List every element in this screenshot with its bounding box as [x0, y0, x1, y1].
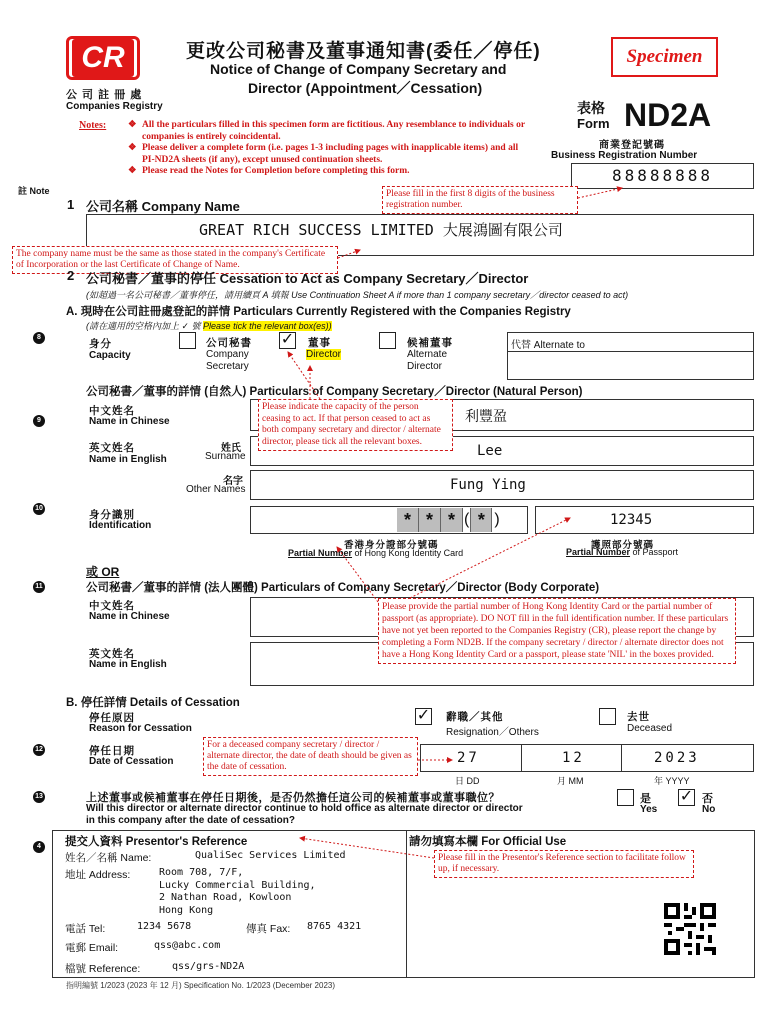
cr-logo-text: CR [72, 39, 134, 77]
hkid-mask-2: * [419, 508, 441, 532]
marker-4: 4 [33, 841, 45, 853]
marker-13: 13 [33, 791, 45, 803]
note-item: ❖ Please read the Notes for Completion before completing this form. [128, 166, 410, 176]
note-item: ❖ Please deliver a complete form (i.e. pages 1-3 including pages with inapplicable items) and all PI-ND2A sheets (if any), except unused continuation sheets. [128, 143, 519, 165]
month-value: 12 [562, 750, 585, 766]
other-names-label-zh: 名字 [223, 476, 243, 487]
yyyy-label: 年 YYYY [654, 776, 690, 786]
mm-label: 月 MM [557, 776, 584, 786]
yes-label-en: Yes [640, 804, 658, 815]
official-use-title: 請勿填寫本欄 For Official Use [409, 836, 567, 848]
marker-11: 11 [33, 581, 45, 593]
specimen-stamp: Specimen [611, 37, 718, 77]
note-item: ❖ All the particulars filled in this specimen form are fictitious. Any resemblance to individuals or companies is entirely coincidental. [128, 120, 525, 142]
company-name-value: GREAT RICH SUCCESS LIMITED 大展鴻圖有限公司 [199, 221, 563, 239]
presentor-name-label: 姓名／名稱 Name: [65, 852, 152, 864]
hkid-paren-right: ) [494, 511, 500, 528]
brn-field[interactable]: 88888888 [571, 163, 754, 189]
secretary-label-zh: 公司秘書 [206, 337, 252, 349]
presentor-tel-value: 1234 5678 [137, 921, 192, 932]
presentor-annotation: Please fill in the Presentor's Reference section to facilitate follow up, if necessary. [434, 850, 694, 878]
capacity-label-en: Capacity [89, 350, 131, 361]
presentor-title: 提交人資料 Presentor's Reference [65, 836, 248, 848]
brn-label-zh: 商業登記號碼 [599, 140, 665, 151]
hkid-paren-left: ( [464, 511, 470, 528]
corporate-title: 公司秘書／董事的詳情 (法人團體) Particulars of Company Secretary／Director (Body Corporate) [86, 582, 600, 594]
address-line: Hong Kong [159, 904, 214, 916]
section1-title: 公司名稱 Company Name [86, 199, 240, 214]
or-label: 或 OR [86, 565, 120, 579]
brn-label-en: Business Registration Number [551, 150, 698, 161]
name-cn-value: 利豐盈 [465, 408, 507, 424]
name-cn-label-en: Name in Chinese [89, 416, 170, 427]
title-en-2: Director (Appointment／Cessation) [248, 80, 483, 96]
notes-heading: Notes: [79, 120, 107, 131]
corp-name-en-label-en: Name in English [89, 659, 167, 670]
passport-value: 12345 [610, 512, 653, 528]
presentor-email-value: qss@abc.com [154, 940, 221, 951]
reason-label-en: Reason for Cessation [89, 723, 192, 734]
marker-9: 9 [33, 415, 45, 427]
day-value: 27 [457, 750, 480, 766]
section1-num: 1 [67, 197, 75, 212]
side-note: 註 Note [18, 186, 50, 196]
secretary-label-en-2: Secretary [206, 361, 249, 372]
alternate-label-en-2: Director [407, 361, 443, 372]
presentor-fax-value: 8765 4321 [307, 921, 362, 932]
passport-label-en: Partial Number of Passport [566, 547, 679, 557]
section-a-hint: (請在適用的空格內加上 ✓ 號 Please tick the relevant box(es)) [86, 321, 332, 331]
yes-label-zh: 是 [640, 793, 651, 805]
hkid-mask-1: * [397, 508, 419, 532]
alternate-label-zh: 候補董事 [407, 337, 453, 349]
resignation-checkbox[interactable]: ✓ [416, 707, 431, 724]
presentor-email-label: 電郵 Email: [65, 942, 119, 954]
section2-subtitle: (如超過一名公司秘書／董事停任，請用續頁 A 填報 Use Continuation Sheet A if more than 1 company secretary／director ceased to act) [86, 290, 629, 300]
presentor-tel-label: 電話 Tel: [65, 923, 106, 935]
resignation-label-zh: 辭職／其他 [446, 711, 504, 723]
continue-question-en-1: Will this director or alternate director continue to hold office as alternate director or director [86, 803, 523, 814]
surname-label-en: Surname [205, 451, 246, 462]
corp-name-cn-label-zh: 中文姓名 [89, 600, 135, 612]
passport-label-zh: 護照部分號碼 [591, 540, 655, 551]
company-name-annotation: The company name must be the same as those stated in the company's Certificate of Incorporation or the last Certificate of Change of Name. [12, 246, 338, 274]
capacity-label-zh: 身分 [89, 338, 112, 350]
no-label-zh: 否 [702, 793, 713, 805]
id-label-en: Identification [89, 520, 152, 531]
name-cn-label-zh: 中文姓名 [89, 405, 135, 417]
corp-name-en-label-zh: 英文姓名 [89, 648, 135, 660]
date-label-en: Date of Cessation [89, 756, 174, 767]
presentor-address-label: 地址 Address: [65, 869, 131, 881]
alternate-to-label: 代替 Alternate to [511, 340, 585, 351]
other-names-value: Fung Ying [450, 477, 526, 493]
title-en-1: Notice of Change of Company Secretary and [210, 61, 507, 77]
hkid-mask-3: * [441, 508, 463, 532]
director-label-en: Director [306, 349, 342, 360]
resignation-label-en: Resignation／Others [446, 727, 539, 738]
form-label-en: Form [577, 116, 610, 131]
dd-label: 日 DD [455, 776, 480, 786]
hkid-mask-check: * [470, 508, 492, 532]
partial-number-annotation: Please provide the partial number of Hong Kong Identity Card or the partial number of passport (as appropriate). DO NOT fill in the full identification number. If these particulars have not yet been reported to the Companies Registry (CR), please report the change by completing a Form ND2B. If the company secretary / director / alternate director does not have a Hong Kong Identity Card or a passport, please state 'NIL' in the boxes provided. [378, 598, 736, 664]
continue-question-zh: 上述董事或候補董事在停任日期後，是否仍然擔任這公司的候補董事或董事職位？ [86, 792, 500, 804]
capacity-annotation: Please indicate the capacity of the person ceasing to act. If that person ceased to act as both company secretary and director / alternate director, please tick all the relevant boxes. [258, 399, 453, 451]
surname-label-zh: 姓氏 [221, 443, 241, 454]
section-b-title: B. 停任詳情 Details of Cessation [66, 697, 240, 709]
hkid-label-zh: 香港身分證部分號碼 [344, 540, 439, 551]
title-zh: 更改公司秘書及董事通知書(委任／停任) [186, 41, 541, 62]
presentor-ref-value: qss/grs-ND2A [172, 961, 245, 972]
footer-spec: 指明編號 1/2023 (2023 年 12 月) Specification No. 1/2023 (December 2023) [66, 981, 336, 990]
name-en-label-en: Name in English [89, 454, 167, 465]
section-a-title: A. 現時在公司註冊處登記的詳情 Particulars Currently Registered with the Companies Registry [66, 306, 571, 318]
deceased-annotation: For a deceased company secretary / director / alternate director, the date of death should be given as the date of cessation. [203, 737, 418, 776]
continue-question-en-2: in this company after the date of cessation? [86, 815, 295, 826]
director-checkbox[interactable]: ✓ [280, 331, 295, 348]
year-value: 2023 [654, 750, 700, 766]
presentor-ref-label: 檔號 Reference: [65, 963, 141, 975]
hkid-label-en: Partial Number of Hong Kong Identity Card [288, 548, 464, 558]
form-code: ND2A [624, 97, 712, 133]
registry-en: Companies Registry [66, 101, 163, 112]
address-line: Lucky Commercial Building, [159, 879, 316, 891]
deceased-label-en: Deceased [627, 723, 673, 734]
form-label-zh: 表格 [577, 100, 605, 116]
registry-zh: 公 司 註 冊 處 [66, 89, 143, 101]
marker-12: 12 [33, 744, 45, 756]
presentor-name-value: QualiSec Services Limited [195, 850, 346, 861]
date-label-zh: 停任日期 [89, 745, 135, 757]
brn-annotation: Please fill in the first 8 digits of the business registration number. [382, 186, 578, 214]
presentor-fax-label: 傳真 Fax: [246, 923, 291, 935]
section2-num: 2 [67, 268, 75, 283]
deceased-label-zh: 去世 [627, 711, 650, 723]
no-label-en: No [702, 804, 716, 815]
address-line: 2 Nathan Road, Kowloon [159, 892, 292, 903]
address-line: Room 708, 7/F, [159, 867, 244, 878]
surname-value: Lee [477, 443, 503, 459]
id-label-zh: 身分識別 [89, 509, 135, 521]
alternate-label-en-1: Alternate [407, 349, 448, 360]
natural-person-title: 公司秘書／董事的詳情 (自然人) Particulars of Company Secretary／Director (Natural Person) [86, 386, 583, 398]
marker-8: 8 [33, 332, 45, 344]
reason-label-zh: 停任原因 [89, 712, 135, 724]
other-names-label-en: Other Names [186, 484, 246, 495]
director-label-zh: 董事 [308, 337, 331, 349]
section2-title: 公司秘書／董事的停任 Cessation to Act as Company Secretary／Director [86, 271, 529, 286]
secretary-label-en-1: Company [206, 349, 249, 360]
marker-10: 10 [33, 503, 45, 515]
name-en-label-zh: 英文姓名 [89, 442, 135, 454]
no-checkbox[interactable]: ✓ [679, 788, 694, 805]
corp-name-cn-label-en: Name in Chinese [89, 611, 170, 622]
